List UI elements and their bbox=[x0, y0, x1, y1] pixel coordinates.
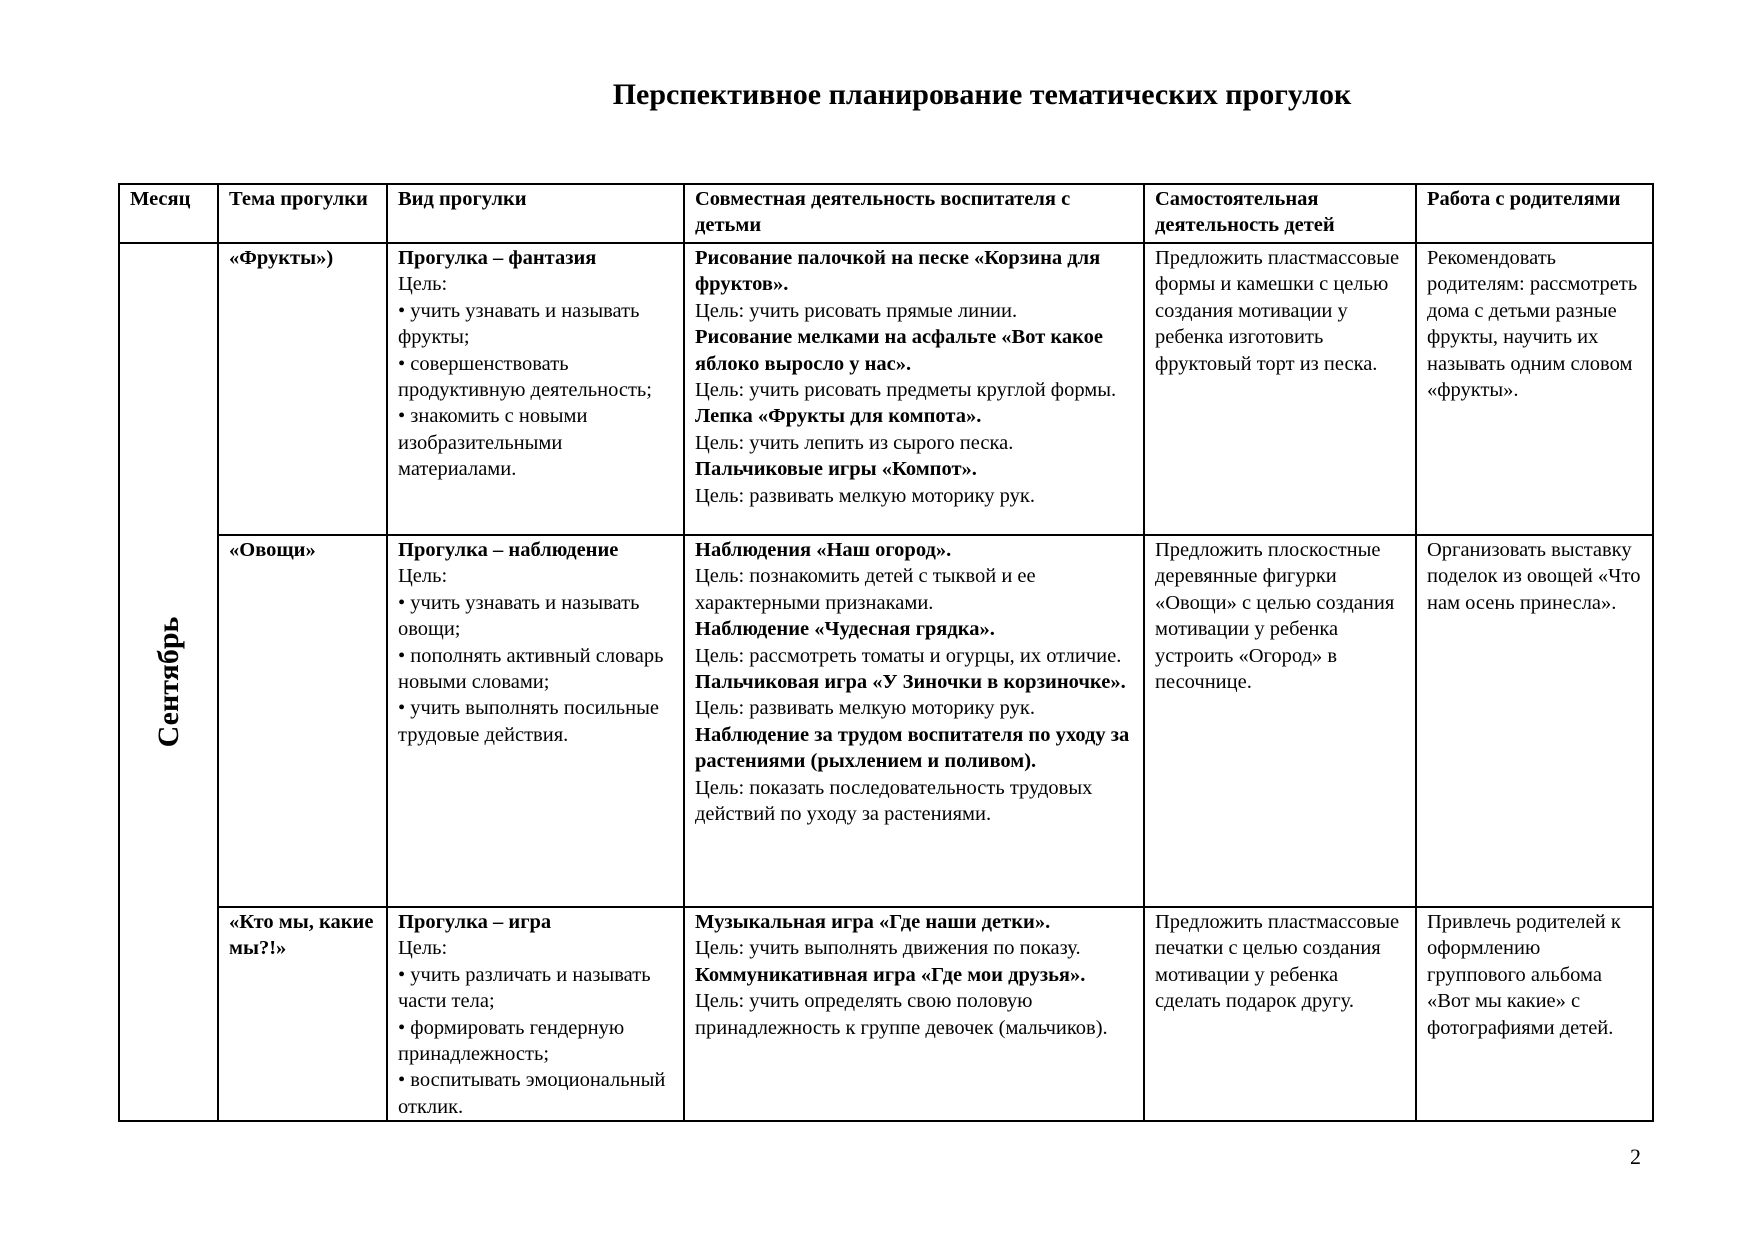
activity-text: • учить выполнять посильные трудовые действия. bbox=[398, 697, 659, 746]
activity-text: Цель: учить выполнять движения по показу. bbox=[695, 937, 1081, 960]
activity-heading: Прогулка – игра bbox=[398, 911, 552, 933]
activity-text: • пополнять активный словарь новыми словами; bbox=[398, 644, 664, 694]
page-title: Перспективное планирование тематических прогулок bbox=[612, 78, 1352, 111]
activity-heading: Рисование мелками на асфальте «Вот какое яблоко выросло у нас». bbox=[695, 326, 1104, 375]
activity-heading: Лепка «Фрукты для компота». bbox=[695, 405, 982, 428]
activity-heading: Рисование палочкой на песке «Корзина для фруктов». bbox=[695, 247, 1101, 296]
activity-heading: Музыкальная игра «Где наши детки». bbox=[695, 911, 1051, 933]
header-walk-type: Вид прогулки bbox=[387, 184, 684, 243]
parents-work-cell: Организовать выставку поделок из овощей «Что нам осень принесла». bbox=[1416, 535, 1653, 907]
page-number: 2 bbox=[1630, 1144, 1641, 1169]
activity-heading: Пальчиковые игры «Компот». bbox=[695, 458, 977, 481]
activity-text: Цель: учить рисовать предметы круглой формы. bbox=[695, 379, 1117, 402]
activity-text: • совершенствовать продуктивную деятельность; bbox=[398, 352, 652, 402]
activity-text: Цель: рассмотреть томаты и огурцы, их отличие. bbox=[695, 644, 1122, 667]
activity-text: Цель: развивать мелкую моторику рук. bbox=[695, 697, 1035, 720]
activity-text: Цель: bbox=[398, 937, 448, 960]
activity-text: Цель: bbox=[398, 273, 448, 296]
walk-type-cell bbox=[387, 907, 684, 1121]
activity-text: Цель: учить рисовать прямые линии. bbox=[695, 299, 1018, 322]
topic-cell: «Фрукты») bbox=[218, 243, 387, 535]
topic-cell: «Кто мы, какие мы?!» bbox=[218, 907, 387, 1121]
table-header-row bbox=[119, 184, 1653, 243]
activity-heading: Прогулка – фантазия bbox=[398, 247, 597, 269]
month-cell bbox=[119, 243, 218, 1121]
header-parents-work: Работа с родителями bbox=[1416, 184, 1653, 243]
independent-activity-cell: Предложить плоскостные деревянные фигурки «Овощи» с целью создания мотивации у ребенка устроить «Огород» в песочнице. bbox=[1144, 535, 1416, 907]
joint-activity-cell bbox=[684, 535, 1144, 907]
activity-text: Цель: показать последовательность трудовых действий по уходу за растениями. bbox=[695, 776, 1093, 826]
activity-text: Цель: развивать мелкую моторику рук. bbox=[695, 484, 1035, 507]
activity-text: • учить узнавать и называть фрукты; bbox=[398, 299, 640, 349]
walk-planning-table bbox=[118, 183, 1654, 1122]
joint-activity-cell bbox=[684, 243, 1144, 535]
activity-text: • учить узнавать и называть овощи; bbox=[398, 591, 640, 641]
header-joint-activity: Совместная деятельность воспитателя с детьми bbox=[684, 184, 1144, 243]
activity-text: • воспитывать эмоциональный отклик. bbox=[398, 1069, 666, 1118]
table-row bbox=[119, 243, 1653, 535]
activity-heading: Прогулка – наблюдение bbox=[398, 539, 619, 561]
topic-cell: «Овощи» bbox=[218, 535, 387, 907]
parents-work-cell: Привлечь родителей к оформлению группового альбома «Вот мы какие» с фотографиями детей. bbox=[1416, 907, 1653, 1121]
activity-heading: Коммуникативная игра «Где мои друзья». bbox=[695, 963, 1086, 986]
table-row bbox=[119, 535, 1653, 907]
activity-heading: Наблюдение «Чудесная грядка». bbox=[695, 618, 995, 641]
header-topic: Тема прогулки bbox=[218, 184, 387, 243]
activity-heading: Пальчиковая игра «У Зиночки в корзиночке». bbox=[695, 671, 1126, 694]
header-independent-activity: Самостоятельная деятельность детей bbox=[1144, 184, 1416, 243]
activity-text: Цель: bbox=[398, 565, 448, 588]
activity-text: • знакомить с новыми изобразительными материалами. bbox=[398, 405, 588, 481]
joint-activity-cell bbox=[684, 907, 1144, 1121]
table-row bbox=[119, 907, 1653, 1121]
activity-text: • формировать гендерную принадлежность; bbox=[398, 1016, 625, 1066]
independent-activity-cell: Предложить пластмассовые формы и камешки с целью создания мотивации у ребенка изготовить фруктовый торт из песка. bbox=[1144, 243, 1416, 535]
activity-heading: Наблюдения «Наш огород». bbox=[695, 539, 952, 561]
activity-text: Цель: познакомить детей с тыквой и ее характерными признаками. bbox=[695, 565, 1036, 614]
activity-text: • учить различать и называть части тела; bbox=[398, 963, 651, 1013]
month-label: Сентябрь bbox=[151, 616, 185, 748]
independent-activity-cell: Предложить пластмассовые печатки с целью создания мотивации у ребенка сделать подарок другу. bbox=[1144, 907, 1416, 1121]
activity-heading: Наблюдение за трудом воспитателя по уходу за растениями (рыхлением и поливом). bbox=[695, 723, 1130, 773]
header-month: Месяц bbox=[119, 184, 218, 243]
activity-text: Цель: учить лепить из сырого песка. bbox=[695, 431, 1014, 454]
activity-text: Цель: учить определять свою половую принадлежность к группе девочек (мальчиков). bbox=[695, 990, 1108, 1039]
walk-type-cell bbox=[387, 243, 684, 535]
parents-work-cell: Рекомендовать родителям: рассмотреть дома с детьми разные фрукты, научить их называть одним словом «фрукты». bbox=[1416, 243, 1653, 535]
walk-type-cell bbox=[387, 535, 684, 907]
